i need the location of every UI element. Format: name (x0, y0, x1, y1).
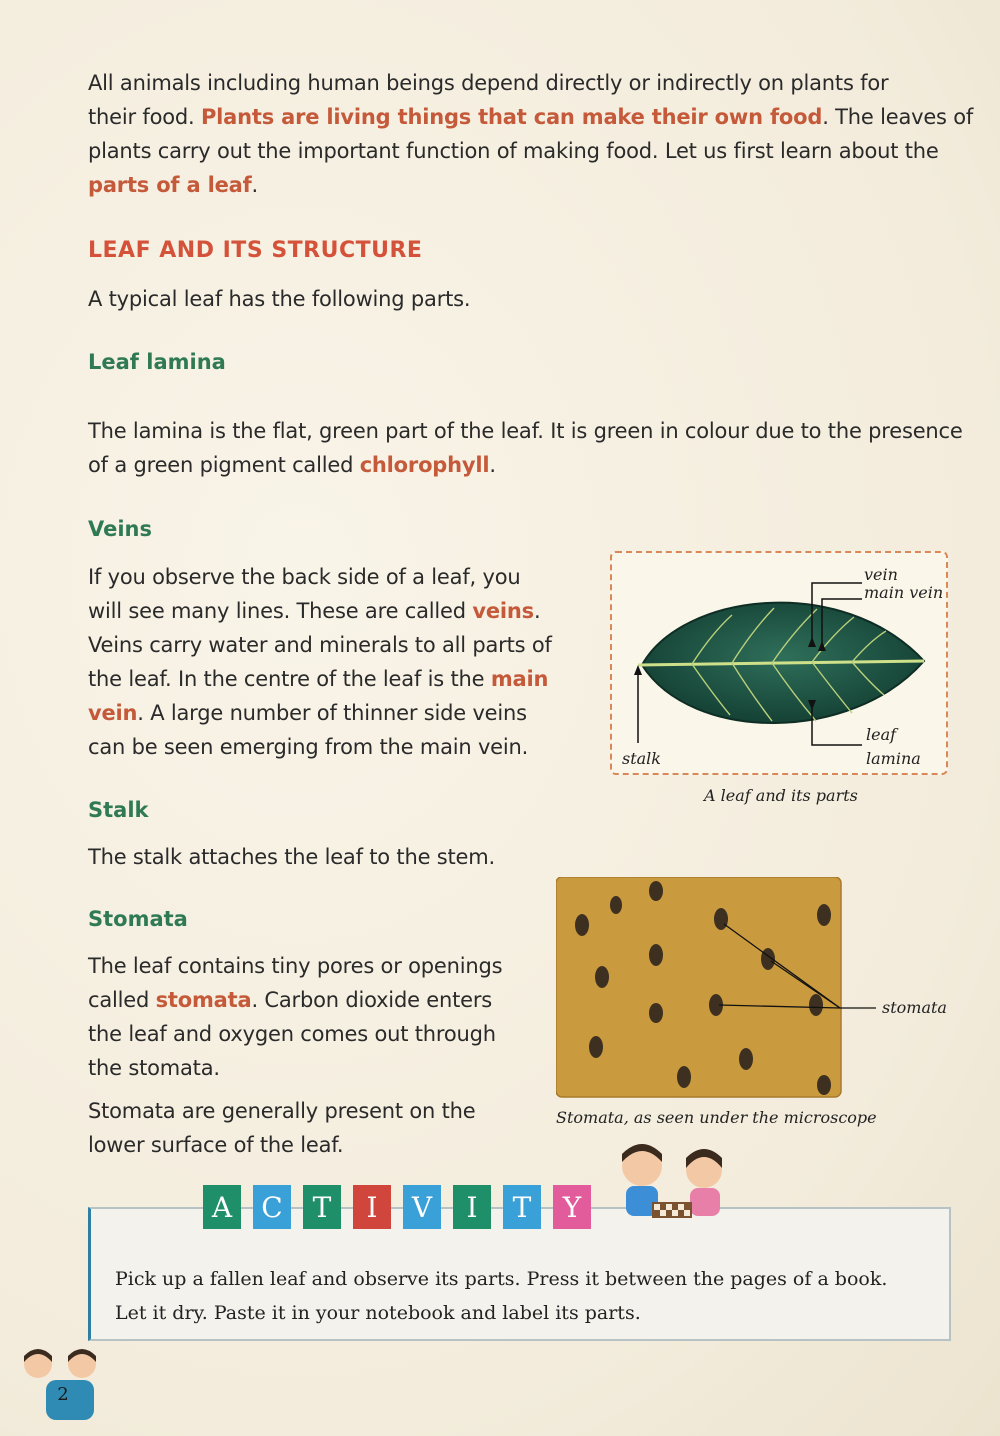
intro-line-3: plants carry out the important function of making food. Let us first learn about the (88, 139, 939, 163)
stomata-micrograph (556, 877, 846, 1099)
lamina-paragraph: The lamina is the flat, green part of the leaf. It is green in colour due to the presence of a green pigment called chlorophyll. (88, 419, 963, 477)
highlight-plants-make-food: Plants are living things that can make their own food (200, 105, 823, 129)
highlight-main: main (490, 667, 549, 691)
activity-tile-4: I (353, 1185, 391, 1229)
activity-line-1: Pick up a fallen leaf and observe its parts. Press it between the pages of a book. (115, 1268, 888, 1290)
lamina-heading: Leaf lamina (88, 350, 226, 374)
leaf-figure-caption: A leaf and its parts (704, 786, 858, 805)
highlight-vein: vein (88, 701, 138, 725)
stomata-paragraph: The leaf contains tiny pores or openings called stomata. Carbon dioxide enters the leaf and oxygen comes out through the stomata. (88, 954, 503, 1080)
label-vein: vein (864, 565, 898, 584)
activity-tile-6: I (453, 1185, 491, 1229)
highlight-stomata: stomata (155, 988, 252, 1012)
label-lamina: lamina (866, 749, 921, 768)
stomata-pointer-line (840, 1005, 880, 1015)
children-illustration (608, 1140, 738, 1222)
stalk-paragraph: The stalk attaches the leaf to the stem. (88, 845, 495, 869)
activity-tile-1: A (203, 1185, 241, 1229)
activity-tile-7: T (503, 1185, 541, 1229)
section-heading: LEAF AND ITS STRUCTURE (88, 238, 423, 263)
activity-line-2: Let it dry. Paste it in your notebook and label its parts. (115, 1302, 641, 1324)
page-number: 2 (57, 1384, 69, 1405)
highlight-veins: veins (472, 599, 534, 623)
activity-tile-5: V (403, 1185, 441, 1229)
intro-line-2: their food. Plants are living things that can make their own food. The leaves of (88, 105, 974, 129)
intro-line-1: All animals including human beings depend directly or indirectly on plants for (88, 71, 889, 95)
stomata-paragraph-2: Stomata are generally present on the lower surface of the leaf. (88, 1099, 476, 1157)
highlight-parts-of-leaf: parts of a leaf (88, 173, 252, 197)
activity-tile-2: C (253, 1185, 291, 1229)
intro-line-4: parts of a leaf. (88, 173, 258, 197)
leaf-figure-frame (610, 551, 948, 775)
label-main-vein: main vein (864, 583, 944, 602)
intro-paragraph (88, 66, 973, 202)
activity-text (115, 1262, 887, 1330)
label-leaf: leaf (866, 725, 897, 744)
label-stalk: stalk (622, 749, 661, 768)
stomata-heading: Stomata (88, 907, 188, 931)
activity-tile-8: Y (553, 1185, 591, 1229)
section-intro: A typical leaf has the following parts. (88, 287, 471, 311)
veins-heading: Veins (88, 517, 152, 541)
highlight-chlorophyll: chlorophyll (359, 453, 490, 477)
stomata-figure-caption: Stomata, as seen under the microscope (556, 1108, 877, 1127)
veins-paragraph: If you observe the back side of a leaf, you will see many lines. These are called veins. Veins carry water and minerals to all parts of the leaf. In the centre of the leaf is the main vein. A large number of thinner side veins can be seen emerging from the main vein. (88, 565, 552, 759)
activity-tile-3: T (303, 1185, 341, 1229)
stalk-heading: Stalk (88, 798, 149, 822)
label-stomata: stomata (882, 998, 947, 1017)
